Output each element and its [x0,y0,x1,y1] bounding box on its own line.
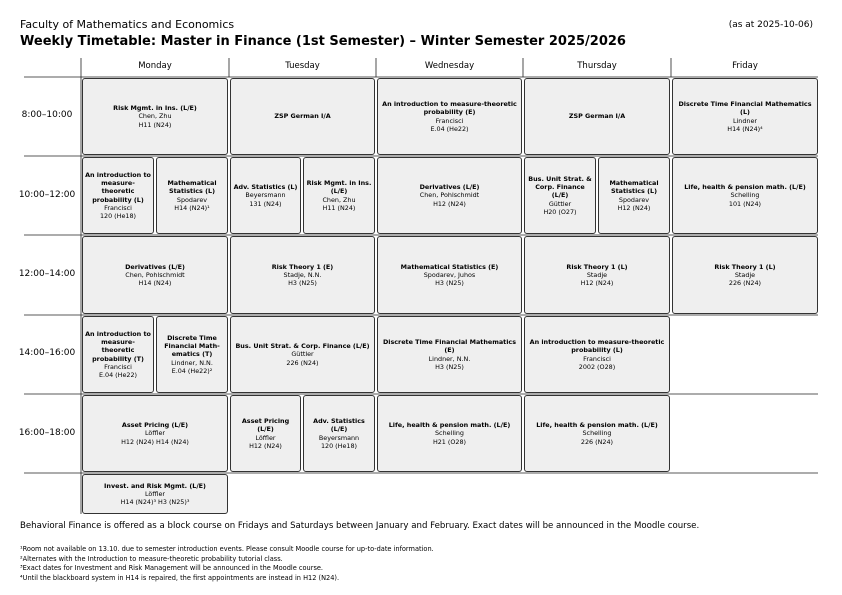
course-cell[interactable] [377,157,522,234]
footnotes [20,545,434,583]
course-title: Life, health & pension math. (L/E) [684,183,806,191]
course-title: Asset Pricing (L/E) [121,421,189,429]
course-instructor: Lindner, N.N. [428,354,471,363]
course-instructor: Lindner [732,116,758,125]
course-room: H20 (O27) [543,207,577,216]
footnote: ²Alternates with the Introduction to measure-theoretic probability tutorial class. [20,554,283,563]
course-room: 226 (N24) [580,437,614,446]
time-slot-label: 14:00–16:00 [18,348,76,358]
course-instructor: Francisci [583,354,611,363]
course-instructor: Löffler [144,429,166,438]
course-cell[interactable] [230,236,375,314]
course-room: H12 (N24) [617,203,651,212]
course-cell[interactable] [230,78,375,155]
course-title: An introduction to measure-theoretic probability (L) [529,337,665,355]
course-instructor: Schelling [582,429,612,438]
course-title: Adv. Statistics (L) [233,183,298,191]
time-slot-label: 16:00–18:00 [18,428,76,438]
course-room: 120 (He18) [99,212,137,221]
day-header-friday: Friday [732,61,758,71]
course-instructor: Chen, Zhu [138,112,172,121]
course-title: An introduction to measure-theoretic probability (T) [85,329,151,363]
course-instructor: Beyersmann [318,433,360,442]
course-title: Mathematical Statistics (E) [400,262,499,271]
course-cell[interactable] [524,236,670,314]
course-instructor: Güttler [291,350,314,359]
course-room: E.04 (He22) [430,124,469,133]
course-room: H12 (N24) [580,279,614,288]
course-room: 120 (He18) [320,441,358,450]
course-instructor: Stadje [734,270,756,279]
course-title: Bus. Unit Strat. & Corp. Finance (L/E) [235,342,370,350]
course-instructor: Spodarev, Juhos [423,270,476,279]
course-instructor: Spodarev [176,195,208,204]
course-instructor: Schelling [435,429,464,438]
course-title: Discrete Time Financial Math-ematics (T) [164,333,220,359]
course-room: E.04 (He22) [98,371,138,380]
course-cell[interactable] [377,236,522,314]
course-room: H3 (N25) [288,279,317,288]
course-room: H12 (N24) H14 (N24) [121,437,189,446]
course-cell[interactable] [156,316,228,393]
course-room: 2002 (O28) [578,362,616,371]
course-cell[interactable] [82,157,154,234]
course-title: Life, health & pension math. (L/E) [536,421,658,429]
course-instructor: Beyersmann [245,191,286,200]
footnote: ⁴Until the blackboard system in H14 is repaired, the first appointments are instead in H12 (N24). [20,573,340,582]
course-room: H11 (N24) [322,203,356,212]
course-title: An introduction to measure-theoretic probability (E) [382,99,517,117]
course-instructor: Francisci [104,203,132,212]
time-slot-label: 10:00–12:00 [18,190,76,200]
course-title: Derivatives (L/E) [125,262,185,271]
course-title: Life, health & pension math. (L/E) [388,421,511,429]
course-title: Asset Pricing (L/E) [241,416,290,434]
course-title: Mathematical Statistics (L) [609,178,659,196]
course-title: Mathematical Statistics (L) [167,178,217,196]
course-instructor: Lindner, N.N. [171,358,213,367]
course-instructor: Francisci [104,362,132,371]
course-cell[interactable] [82,236,228,314]
course-instructor: Schelling [730,191,760,200]
course-title: An introduction to measure-theoretic probability (L) [85,170,151,204]
course-room: 101 (N24) [728,199,762,208]
course-instructor: Chen, Pohlschmidt [125,270,185,279]
course-room: H21 (O28) [432,437,467,446]
course-instructor: Chen, Zhu [322,195,356,204]
course-room: 226 (N24) [728,279,762,288]
course-title: Risk Mgmt. in Ins. (L/E) [306,178,372,196]
course-instructor: Francisci [435,116,464,125]
course-title: Risk Theory 1 (E) [271,262,334,271]
course-cell[interactable] [82,78,228,155]
course-room: H14 (N24)⁴ [727,124,763,133]
course-cell[interactable] [524,395,670,472]
course-instructor: Chen, Pohlschmidt [419,191,480,200]
course-cell[interactable] [82,395,228,472]
course-cell[interactable] [672,78,818,155]
course-title: Risk Theory 1 (L) [566,262,628,271]
course-title: Risk Mgmt. in Ins. (L/E) [113,104,197,112]
time-slot-label: 8:00–10:00 [21,110,73,120]
course-room: E.04 (He22)² [171,366,213,375]
course-room: H14 (N24)³ H3 (N25)³ [120,498,190,507]
course-title: Derivatives (L/E) [419,183,480,191]
course-cell[interactable] [230,157,301,234]
course-instructor: Spodarev [618,195,650,204]
course-cell[interactable] [524,316,670,393]
day-header-tuesday: Tuesday [285,61,320,71]
course-cell[interactable] [82,474,228,514]
course-room: H12 (N24) [249,441,282,450]
course-cell[interactable] [377,316,522,393]
footnote: ³Exact dates for Investment and Risk Management will be announced in the Moodle course. [20,564,324,573]
course-cell[interactable] [377,78,522,155]
course-instructor: Güttler [548,199,572,208]
course-room: H14 (N24) [138,279,172,288]
course-instructor: Löffler [144,489,166,498]
course-title: Risk Theory 1 (L) [714,262,776,271]
day-header-monday: Monday [138,61,172,71]
course-cell[interactable] [303,157,375,234]
time-slot-label: 12:00–14:00 [18,269,76,279]
course-instructor: Löffler [255,433,276,442]
course-room: H3 (N25) [435,279,464,288]
course-title: Discrete Time Financial Mathematics (E) [382,337,517,355]
course-room: H11 (N24) [138,120,172,129]
course-room: 226 (N24) [286,358,319,367]
course-room: H14 (N24)¹ [174,203,210,212]
course-room: H12 (N24) [433,199,466,208]
course-title: Bus. Unit Strat. & Corp. Finance (L/E) [528,174,592,200]
course-room: 131 (N24) [249,199,282,208]
course-title: ZSP German I/A [568,112,626,121]
course-cell[interactable] [524,157,596,234]
course-cell[interactable] [377,395,522,472]
course-title: ZSP German I/A [274,112,331,121]
faculty-name: Faculty of Mathematics and Economics [20,18,235,31]
day-header-wednesday: Wednesday [424,61,475,71]
course-instructor: Stadje, N.N. [283,270,322,279]
block-course-note: Behavioral Finance is offered as a block course on Fridays and Saturdays between January and February. Exact dates will be announced in the Moodle course. [20,521,700,531]
course-cell[interactable] [672,236,818,314]
course-cell[interactable] [230,395,301,472]
course-cell[interactable] [230,316,375,393]
course-instructor: Stadje [586,270,608,279]
course-title: Discrete Time Financial Mathematics (L) [678,99,812,117]
course-title: Adv. Statistics (L/E) [313,416,365,434]
course-title: Invest. and Risk Mgmt. (L/E) [104,481,206,490]
course-cell[interactable] [303,395,375,472]
course-cell[interactable] [598,157,670,234]
course-room: H3 (N25) [435,362,464,371]
page-title: Weekly Timetable: Master in Finance (1st Semester) – Winter Semester 2025/2026 [20,34,626,49]
course-cell[interactable] [82,316,154,393]
as-at-date: (as at 2025-10-06) [728,20,813,30]
course-cell[interactable] [672,157,818,234]
course-cell[interactable] [524,78,670,155]
footnote: ¹Room not available on 13.10. due to semester introduction events. Please consult Moodle course for up-to-date information. [20,545,434,553]
course-cell[interactable] [156,157,228,234]
day-header-thursday: Thursday [577,61,617,71]
